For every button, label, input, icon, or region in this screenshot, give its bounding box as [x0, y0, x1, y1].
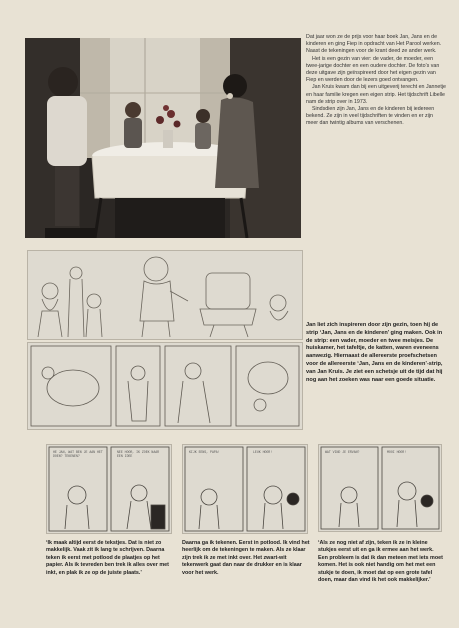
body-paragraph: Jan Kruis kwam dan bij een uitgeverij terecht en Jannetje en haar familie kregen een eigen strip. Het tijdschrift Libelle nam de strip over in 1973.: [306, 84, 446, 105]
body-paragraph: Dat jaar won ze de prijs voor haar boek Jan, Jans en de kinderen en ging Fiep in opdracht van Het Parool werken. Naast de tekeningen voor de krant deed ze ander werk.: [306, 34, 442, 55]
family-photo-drawing: [25, 38, 301, 238]
sketch-panel-first-drafts: [27, 250, 303, 340]
comic-drawing: [319, 445, 441, 531]
speech-bubble: MOOI HOOR!: [387, 450, 407, 454]
comic-drawing: [47, 445, 171, 533]
sketch-drawing: [28, 343, 302, 429]
speech-bubble: KIJK EENS, PAPA!: [189, 450, 220, 454]
comic-panel-3: [318, 444, 442, 532]
caption-3: ‘Als ze nog niet af zijn, teken ik ze in kleine stukjes eerst uit en ga ik ermee aan het werk. Een probleem is dat ik dan meteen met iets moet komen. Het is ook niet handig om het met een stukje te doen, ik moet dat op een grote tafel doen, maar dan vind ik het ook makkelijker.’: [318, 540, 443, 584]
speech-bubble: LEUK HOOR!: [253, 450, 273, 454]
sketch-drawing: [28, 251, 302, 339]
family-photo: [25, 38, 301, 238]
intro-text: Jan liet zich inspireren door zijn gezin, toen hij de strip ‘Jan, Jans en de kinderen’ ging maken. Ook in de strip: een vader, moeder en twee meisjes. De huiskamer, het tafeltje, de katten, waren eveneens aanwezig. Hiernaast de allereerste proefschetsen voor de allereerste ‘Jan, Jans en de kinderen’-strip, van Jan Kruis. Je ziet een schetsje uit de tijd dat hij nog aan het zoeken was naar een goede situatie.: [306, 322, 443, 383]
comic-panel-2: [182, 444, 308, 534]
sketch-panel-comic-drafts: [27, 342, 303, 430]
body-paragraph: Het is een gezin van vier: de vader, de moeder, een twee-jarige dochter en een oudere dochter. De foto’s van deze uitgave zijn geïnspireerd door het eigen gezin van Fiep en werden door de lezers goed ontvangen.: [306, 55, 440, 84]
caption-1: ‘Ik maak altijd eerst de tekstjes. Dat is niet zo makkelijk. Vaak zit ik lang te schrijven. Daarna teken ik eerst met potlood de plaatjes op het papier. Als ik tevreden ben trek ik alles over met inkt, en plak ik ze op de juiste plaats.’: [46, 540, 169, 576]
speech-bubble: WAT VIND JE ERVAN?: [325, 450, 360, 454]
caption-2: Daarna ga ik tekenen. Eerst in potlood. Ik vind het heerlijk om de tekeningen te maken. Als ze klaar zijn trek ik ze met inkt over. Het zwart-wit tekenwerk gaat dan naar de drukker en is klaar voor het werk.: [182, 540, 310, 576]
article-body: [306, 34, 446, 128]
speech-bubble: HE JAN, WAT BEN JE AAN HET DOEN? TEKENEN?: [53, 450, 103, 458]
comic-panel-1: [46, 444, 172, 534]
body-paragraph: Sindsdien zijn Jan, Jans en de kinderen bij iedereen bekend. Ze zijn in veel tijdschriften te vinden en er zijn meer dan twintig albums van verschenen.: [306, 106, 435, 127]
comic-drawing: [183, 445, 307, 533]
speech-bubble: NEE HOOR, IK ZOEK NAAR EEN IDEE: [117, 450, 160, 458]
